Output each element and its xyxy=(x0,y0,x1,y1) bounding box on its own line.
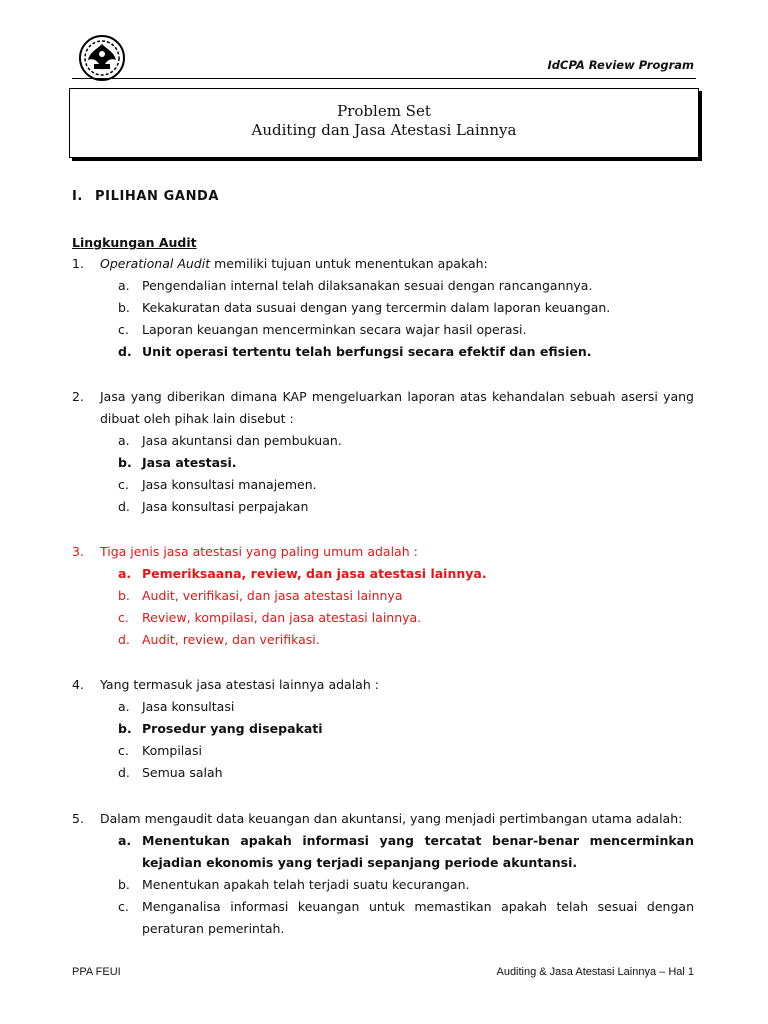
option-c xyxy=(72,607,694,629)
option-text: Review, kompilasi, dan jasa atestasi lainnya. xyxy=(142,610,422,625)
option-text: Audit, verifikasi, dan jasa atestasi lainnya xyxy=(142,588,403,603)
question-4 xyxy=(72,674,694,784)
option-letter: d. xyxy=(118,632,130,647)
question-text xyxy=(72,808,694,830)
section-title: PILIHAN GANDA xyxy=(95,189,220,204)
option-letter: b. xyxy=(118,588,130,603)
question-text xyxy=(72,674,694,696)
option-text: Menentukan apakah informasi yang tercatat benar-benar mencerminkan kejadian ekonomis yang terjadi sepanjang periode akuntansi. xyxy=(142,833,694,870)
option-letter: b. xyxy=(118,455,132,470)
option-letter: b. xyxy=(118,300,130,315)
option-text: Unit operasi tertentu telah berfungsi secara efektif dan efisien. xyxy=(142,344,592,359)
option-c xyxy=(72,474,694,496)
title-line-2: Auditing dan Jasa Atestasi Lainnya xyxy=(251,121,517,139)
option-b-answer xyxy=(72,452,694,474)
option-text: Kompilasi xyxy=(142,743,202,758)
option-letter: b. xyxy=(118,721,132,736)
option-text: Pengendalian internal telah dilaksanakan sesuai dengan rancangannya. xyxy=(142,278,593,293)
option-letter: d. xyxy=(118,499,130,514)
question-number: 4. xyxy=(72,677,84,692)
option-b xyxy=(72,585,694,607)
option-text: Audit, review, dan verifikasi. xyxy=(142,632,320,647)
question-number: 3. xyxy=(72,544,84,559)
section-heading xyxy=(72,189,219,204)
option-letter: c. xyxy=(118,322,129,337)
option-a-answer xyxy=(72,563,694,585)
option-text: Jasa akuntansi dan pembukuan. xyxy=(142,433,342,448)
question-1 xyxy=(72,253,694,363)
question-body: Jasa yang diberikan dimana KAP mengeluarkan laporan atas kehandalan sebuah asersi yang dibuat oleh pihak lain disebut : xyxy=(100,389,694,426)
question-3 xyxy=(72,541,694,651)
section-number: I. xyxy=(72,189,83,204)
question-italic-term: Operational Audit xyxy=(100,256,211,271)
options-list xyxy=(72,563,694,651)
option-c xyxy=(72,740,694,762)
option-text: Prosedur yang disepakati xyxy=(142,721,323,736)
options-list xyxy=(72,830,694,940)
option-letter: d. xyxy=(118,344,132,359)
option-letter: b. xyxy=(118,877,130,892)
question-number: 2. xyxy=(72,389,84,404)
option-text: Laporan keuangan mencerminkan secara wajar hasil operasi. xyxy=(142,322,527,337)
option-letter: a. xyxy=(118,433,130,448)
title-box xyxy=(69,88,699,158)
header-divider xyxy=(72,78,696,79)
option-letter: d. xyxy=(118,765,130,780)
option-letter: a. xyxy=(118,833,132,848)
question-number: 1. xyxy=(72,256,84,271)
option-text: Jasa atestasi. xyxy=(142,455,237,470)
question-text xyxy=(72,386,694,430)
option-c xyxy=(72,319,694,341)
option-text: Menentukan apakah telah terjadi suatu kecurangan. xyxy=(142,877,470,892)
option-a xyxy=(72,430,694,452)
option-d xyxy=(72,762,694,784)
option-text: Kekakuratan data susuai dengan yang tercermin dalam laporan keuangan. xyxy=(142,300,611,315)
option-a-answer xyxy=(72,830,694,874)
option-text: Jasa konsultasi perpajakan xyxy=(142,499,309,514)
footer-left: PPA FEUI xyxy=(72,966,121,978)
option-d xyxy=(72,629,694,651)
option-text: Menganalisa informasi keuangan untuk memastikan apakah telah sesuai dengan peraturan pemerintah. xyxy=(142,899,694,936)
option-b xyxy=(72,297,694,319)
option-a xyxy=(72,275,694,297)
option-c xyxy=(72,896,694,940)
university-logo-icon xyxy=(76,34,128,82)
option-b-answer xyxy=(72,718,694,740)
program-name: IdCPA Review Program xyxy=(547,58,694,72)
option-a xyxy=(72,696,694,718)
options-list xyxy=(72,696,694,784)
option-text: Pemeriksaana, review, dan jasa atestasi lainnya. xyxy=(142,566,487,581)
question-body: Dalam mengaudit data keuangan dan akuntansi, yang menjadi pertimbangan utama adalah: xyxy=(100,811,683,826)
option-letter: a. xyxy=(118,566,132,581)
option-letter: c. xyxy=(118,743,129,758)
question-2 xyxy=(72,386,694,518)
option-text: Semua salah xyxy=(142,765,223,780)
options-list xyxy=(72,430,694,518)
option-letter: c. xyxy=(118,610,129,625)
footer-page-info: Auditing & Jasa Atestasi Lainnya – Hal 1 xyxy=(496,966,694,978)
option-letter: c. xyxy=(118,899,129,914)
option-text: Jasa konsultasi xyxy=(142,699,235,714)
option-b xyxy=(72,874,694,896)
option-text: Jasa konsultasi manajemen. xyxy=(142,477,317,492)
title-line-1: Problem Set xyxy=(337,102,431,120)
question-body: Tiga jenis jasa atestasi yang paling umum adalah : xyxy=(100,544,418,559)
options-list xyxy=(72,275,694,363)
subheading: Lingkungan Audit xyxy=(72,235,197,250)
question-5 xyxy=(72,808,694,940)
option-letter: c. xyxy=(118,477,129,492)
option-letter: a. xyxy=(118,699,130,714)
option-letter: a. xyxy=(118,278,130,293)
question-text xyxy=(72,541,694,563)
question-body: memiliki tujuan untuk menentukan apakah: xyxy=(210,256,488,271)
option-d xyxy=(72,496,694,518)
question-text xyxy=(72,253,694,275)
question-body: Yang termasuk jasa atestasi lainnya adalah : xyxy=(100,677,379,692)
option-d-answer xyxy=(72,341,694,363)
question-number: 5. xyxy=(72,811,84,826)
